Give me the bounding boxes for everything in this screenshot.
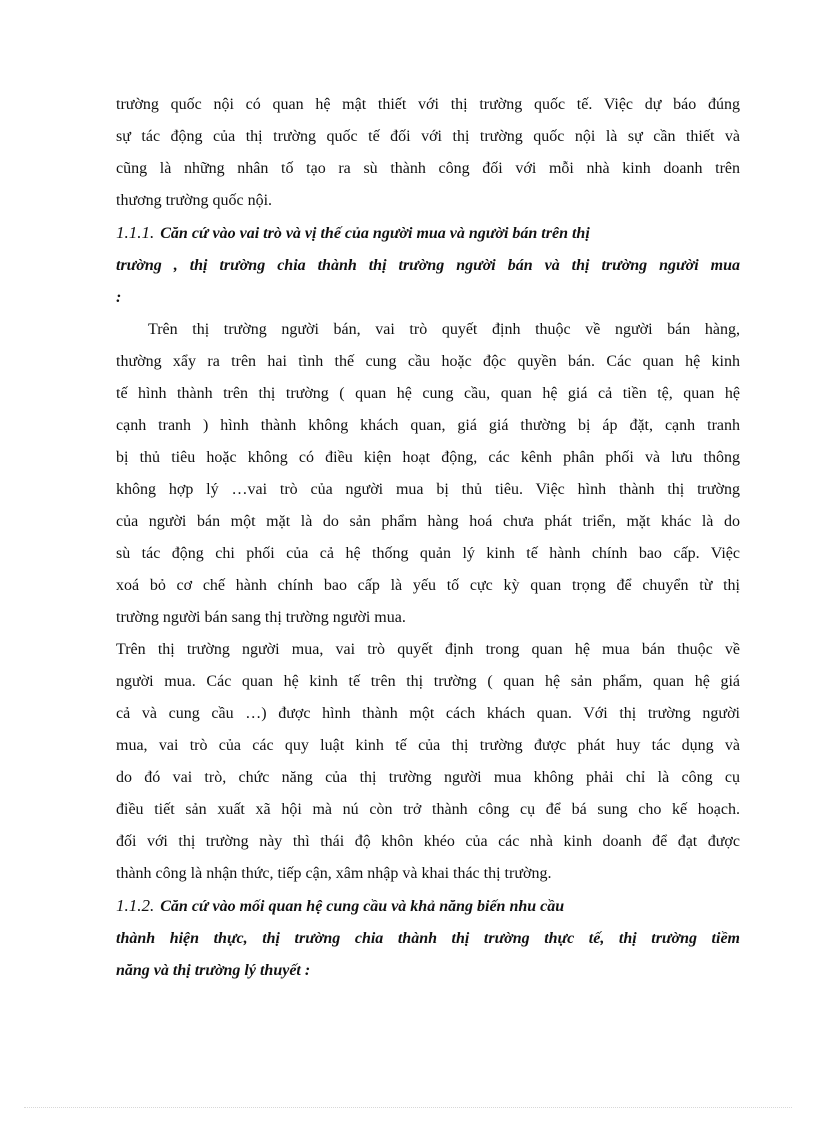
text-line: Trên thị trường người mua, vai trò quyết định trong quan hệ mua bán thuộc về — [116, 641, 740, 658]
text-line: xoá bỏ cơ chế hành chính bao cấp là yếu tố cực kỳ quan trọng để chuyển từ thị — [116, 577, 740, 594]
section-number: 1.1.1. — [116, 223, 155, 242]
page-bottom-divider — [24, 1107, 792, 1108]
heading-line: thành hiện thực, thị trường chia thành thị trường thực tế, thị trường tiềm — [116, 930, 740, 947]
text-line: điều tiết sản xuất xã hội mà nú còn trở thành công cụ để bá sung cho kế hoạch. — [116, 801, 740, 818]
text-line: thường xẩy ra trên hai tình thế cung cầu hoặc độc quyền bán. Các quan hệ kinh — [116, 353, 740, 370]
text-line: sự tác động của thị trường quốc tế đối với thị trường quốc nội là sự cần thiết và — [116, 128, 740, 145]
section-heading-1-1-1 — [116, 217, 740, 314]
heading-line — [116, 890, 740, 923]
text-line: do đó vai trò, chức năng của thị trường người mua không phải chỉ là công cụ — [116, 769, 740, 786]
text-line: đối với thị trường này thì thái độ khôn khéo của các nhà kinh doanh để đạt được — [116, 833, 740, 850]
text-line: người mua. Các quan hệ kinh tế trên thị trường ( quan hệ sản phẩm, quan hệ giá — [116, 673, 740, 690]
text-line: thành công là nhận thức, tiếp cận, xâm nhập và khai thác thị trường. — [116, 865, 552, 882]
buyer-market-paragraph — [116, 634, 740, 890]
seller-market-paragraph — [116, 314, 740, 634]
text-line: sù tác động chi phối của cả hệ thống quản lý kinh tế hành chính bao cấp. Việc — [116, 545, 740, 562]
text-line: bị thủ tiêu hoặc không có điều kiện hoạt động, các kênh phân phối và lưu thông — [116, 449, 740, 466]
text-line: thương trường quốc nội. — [116, 192, 273, 209]
document-page — [116, 89, 740, 987]
heading-line: trường , thị trường chia thành thị trường người bán và thị trường người mua — [116, 257, 740, 274]
section-heading-1-1-2 — [116, 890, 740, 987]
heading-line: : — [116, 289, 122, 306]
text-line: mua, vai trò của các quy luật kinh tế của thị trường được phát huy tác dụng và — [116, 737, 740, 754]
text-line: trường người bán sang thị trường người mua. — [116, 609, 406, 626]
heading-text: Căn cứ vào vai trò và vị thế của người mua và người bán trên thị — [160, 225, 590, 242]
text-line: Trên thị trường người bán, vai trò quyết định thuộc về người bán hàng, — [148, 321, 740, 338]
text-line: cũng là những nhân tố tạo ra sù thành công đối với mỗi nhà kinh doanh trên — [116, 160, 740, 177]
heading-text: Căn cứ vào mối quan hệ cung cầu và khả năng biến nhu cầu — [160, 898, 565, 915]
text-line: cạnh tranh ) hình thành không khách quan, giá giá thường bị áp đặt, cạnh tranh — [116, 417, 740, 434]
text-line: cả và cung cầu …) được hình thành một cách khách quan. Với thị trường người — [116, 705, 740, 722]
text-line: của người bán một mặt là do sản phẩm hàng hoá chưa phát triển, mặt khác là do — [116, 513, 740, 530]
heading-line: năng và thị trường lý thuyết : — [116, 962, 311, 979]
heading-line — [116, 217, 740, 250]
text-line: tế hình thành trên thị trường ( quan hệ cung cầu, quan hệ giá cả tiền tệ, quan hệ — [116, 385, 740, 402]
text-line: trường quốc nội có quan hệ mật thiết với thị trường quốc tế. Việc dự báo đúng — [116, 96, 740, 113]
section-number: 1.1.2. — [116, 896, 155, 915]
text-line: không hợp lý …vai trò của người mua bị thủ tiêu. Việc hình thành thị trường — [116, 481, 740, 498]
intro-paragraph — [116, 89, 740, 217]
